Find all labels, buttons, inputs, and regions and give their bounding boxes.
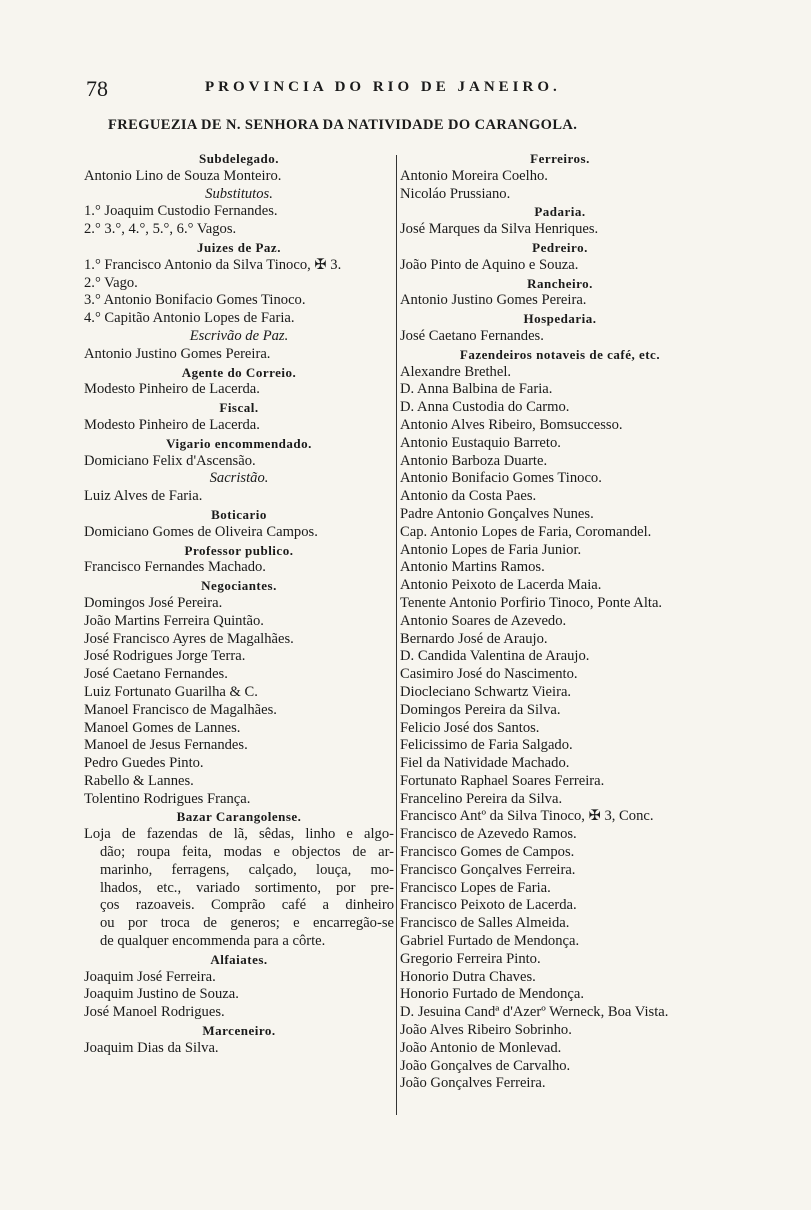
left-entry: Joaquim Dias da Silva. xyxy=(84,1039,219,1056)
left-entry: 2.° 3.°, 4.°, 5.°, 6.° Vagos. xyxy=(84,221,237,238)
right-entry: D. Jesuina Candª d'Azerº Werneck, Boa Vista. xyxy=(400,1004,669,1021)
right-section-heading: Ferreiros. xyxy=(530,151,590,166)
left-entry: Tolentino Rodrigues França. xyxy=(84,790,251,807)
right-entry: Casimiro José do Nascimento. xyxy=(400,666,578,683)
left-paragraph-line: ços razoaveis. Comprão café a dinheiro xyxy=(100,897,394,914)
right-section-heading: Rancheiro. xyxy=(527,275,593,291)
left-entry: Antonio Justino Gomes Pereira. xyxy=(84,345,271,362)
right-entry: Antonio Martins Ramos. xyxy=(400,559,545,576)
left-entry: Rabello & Lannes. xyxy=(84,772,194,789)
left-entry: Luiz Fortunato Guarilha & C. xyxy=(84,683,258,700)
right-entry: Francisco Peixoto de Lacerda. xyxy=(400,897,577,914)
right-entry: Nicoláo Prussiano. xyxy=(400,185,511,202)
left-entry: Manoel Gomes de Lannes. xyxy=(84,719,241,736)
right-entry: D. Candida Valentina de Araujo. xyxy=(400,648,590,665)
left-section-heading: Agente do Correio. xyxy=(181,364,297,380)
right-entry: João Antonio de Monlevad. xyxy=(400,1039,562,1056)
left-entry: Domiciano Felix d'Ascensão. xyxy=(84,452,256,469)
page-number: 78 xyxy=(86,76,108,101)
right-entry: Antonio Alves Ribeiro, Bomsuccesso. xyxy=(400,416,623,433)
left-paragraph-line: marinho, ferragens, calçado, louça, mo- xyxy=(100,861,394,878)
left-entry: Modesto Pinheiro de Lacerda. xyxy=(84,416,260,433)
right-entry: Felicissimo de Faria Salgado. xyxy=(400,737,573,754)
right-entry: Francisco Gomes de Campos. xyxy=(400,844,575,861)
right-entry: Francisco de Azevedo Ramos. xyxy=(400,826,577,843)
left-entry: Joaquim José Ferreira. xyxy=(84,968,216,985)
right-entry: Antonio da Costa Paes. xyxy=(400,488,537,505)
left-paragraph-line: dão; roupa feita, modas e objectos de ar- xyxy=(100,844,394,861)
right-entry: Fiel da Natividade Machado. xyxy=(400,755,570,772)
right-entry: Diocleciano Schwartz Vieira. xyxy=(400,683,572,700)
right-section-heading: Pedreiro. xyxy=(532,239,588,255)
left-entry: Pedro Guedes Pinto. xyxy=(84,755,204,772)
right-entry: Antonio Moreira Coelho. xyxy=(400,167,548,184)
right-entry: Felicio José dos Santos. xyxy=(400,719,540,736)
left-entry: Manoel de Jesus Fernandes. xyxy=(84,737,248,754)
right-entry: João Gonçalves de Carvalho. xyxy=(400,1057,571,1074)
left-entry: José Rodrigues Jorge Terra. xyxy=(84,648,246,665)
right-entry: João Alves Ribeiro Sobrinho. xyxy=(400,1022,572,1039)
left-section-heading: Negociantes. xyxy=(201,578,277,594)
right-entry: Antonio Bonifacio Gomes Tinoco. xyxy=(400,470,602,487)
right-section-heading: Hospedaria. xyxy=(523,311,597,327)
right-entry: Antonio Eustaquio Barreto. xyxy=(400,434,561,451)
right-section-heading: Fazendeiros notaveis de café, etc. xyxy=(459,346,661,362)
left-entry: Antonio Lino de Souza Monteiro. xyxy=(84,167,282,184)
right-entry: D. Anna Custodia do Carmo. xyxy=(400,399,570,416)
left-section-heading: Professor publico. xyxy=(184,542,294,558)
right-entry: Antonio Peixoto de Lacerda Maia. xyxy=(400,577,602,594)
right-entry: Tenente Antonio Porfirio Tinoco, Ponte Alta. xyxy=(400,594,663,611)
right-entry: Antonio Lopes de Faria Junior. xyxy=(400,541,582,558)
right-column xyxy=(400,150,720,1093)
running-head: PROVINCIA DO RIO DE JANEIRO. xyxy=(205,79,561,95)
left-entry: João Martins Ferreira Quintão. xyxy=(84,612,264,629)
right-entry: Domingos Pereira da Silva. xyxy=(400,701,561,718)
left-paragraph-line: ou por troca de generos; e encarregão-se xyxy=(100,915,394,932)
left-entry: 2.° Vago. xyxy=(84,274,138,291)
right-entry: Cap. Antonio Lopes de Faria, Coromandel. xyxy=(400,523,652,540)
left-entry: José Caetano Fernandes. xyxy=(84,666,228,683)
right-entry: Antonio Barboza Duarte. xyxy=(400,452,548,469)
left-section-heading: Alfaiates. xyxy=(210,951,268,967)
left-entry: Modesto Pinheiro de Lacerda. xyxy=(84,381,260,398)
right-entry: Gregorio Ferreira Pinto. xyxy=(400,950,541,967)
right-entry: Francelino Pereira da Silva. xyxy=(400,790,563,807)
right-entry: Honorio Furtado de Mendonça. xyxy=(400,986,585,1003)
right-entry: Gabriel Furtado de Mendonça. xyxy=(400,933,580,950)
left-entry: Manoel Francisco de Magalhães. xyxy=(84,701,277,718)
right-section-heading: Padaria. xyxy=(534,204,586,220)
left-entry: Domiciano Gomes de Oliveira Campos. xyxy=(84,523,318,540)
right-entry: Bernardo José de Araujo. xyxy=(400,630,548,647)
right-entry: D. Anna Balbina de Faria. xyxy=(400,381,553,398)
right-entry: Francisco Lopes de Faria. xyxy=(400,879,551,896)
left-entry: Domingos José Pereira. xyxy=(84,594,223,611)
left-paragraph-line: de qualquer encommenda para a côrte. xyxy=(100,933,326,950)
right-entry: Francisco Gonçalves Ferreira. xyxy=(400,861,576,878)
right-entry: João Pinto de Aquino e Souza. xyxy=(400,256,579,273)
right-entry: Honorio Dutra Chaves. xyxy=(400,968,536,985)
right-entry: José Marques da Silva Henriques. xyxy=(400,221,599,238)
left-paragraph-line: Loja de fazendas de lã, sêdas, linho e algo- xyxy=(84,826,394,843)
right-entry: Francisco Antº da Silva Tinoco, ✠ 3, Conc. xyxy=(400,808,654,825)
right-entry: Fortunato Raphael Soares Ferreira. xyxy=(400,772,605,789)
left-section-heading: Boticario xyxy=(211,506,267,522)
right-entry: Francisco de Salles Almeida. xyxy=(400,915,570,932)
left-entry: José Manoel Rodrigues. xyxy=(84,1004,225,1021)
left-section-heading: Fiscal. xyxy=(219,400,259,416)
left-entry: José Francisco Ayres de Magalhães. xyxy=(84,630,294,647)
page-title: FREGUEZIA DE N. SENHORA DA NATIVIDADE DO CARANGOLA. xyxy=(108,117,578,133)
left-entry: Luiz Alves de Faria. xyxy=(84,488,203,505)
left-entry: Francisco Fernandes Machado. xyxy=(84,559,266,576)
right-entry: Alexandre Brethel. xyxy=(400,363,512,380)
left-entry: 1.° Joaquim Custodio Fernandes. xyxy=(84,203,278,220)
right-entry: Padre Antonio Gonçalves Nunes. xyxy=(400,505,594,522)
right-entry: Antonio Soares de Azevedo. xyxy=(400,612,567,629)
left-column xyxy=(84,150,394,1058)
right-entry: João Gonçalves Ferreira. xyxy=(400,1075,546,1092)
left-section-heading: Vigario encommendado. xyxy=(166,435,312,451)
column-divider xyxy=(396,155,397,1115)
left-section-heading: Juizes de Paz. xyxy=(197,239,281,255)
right-entry: Antonio Justino Gomes Pereira. xyxy=(400,292,587,309)
left-section-heading: Subdelegado. xyxy=(198,151,280,166)
left-paragraph-line: lhados, etc., variado sortimento, por pre- xyxy=(100,879,394,896)
left-subheading: Escrivão de Paz. xyxy=(189,327,289,344)
left-entry: 4.° Capitão Antonio Lopes de Faria. xyxy=(84,310,295,327)
left-section-heading: Marceneiro. xyxy=(202,1023,276,1039)
left-subheading: Sacristão. xyxy=(209,470,269,487)
left-entry: Joaquim Justino de Souza. xyxy=(84,986,239,1003)
left-entry: 1.° Francisco Antonio da Silva Tinoco, ✠ 3. xyxy=(84,256,342,273)
left-section-heading: Bazar Carangolense. xyxy=(176,809,302,825)
right-entry: José Caetano Fernandes. xyxy=(400,327,544,344)
left-subheading: Substitutos. xyxy=(205,185,273,202)
left-entry: 3.° Antonio Bonifacio Gomes Tinoco. xyxy=(84,292,306,309)
